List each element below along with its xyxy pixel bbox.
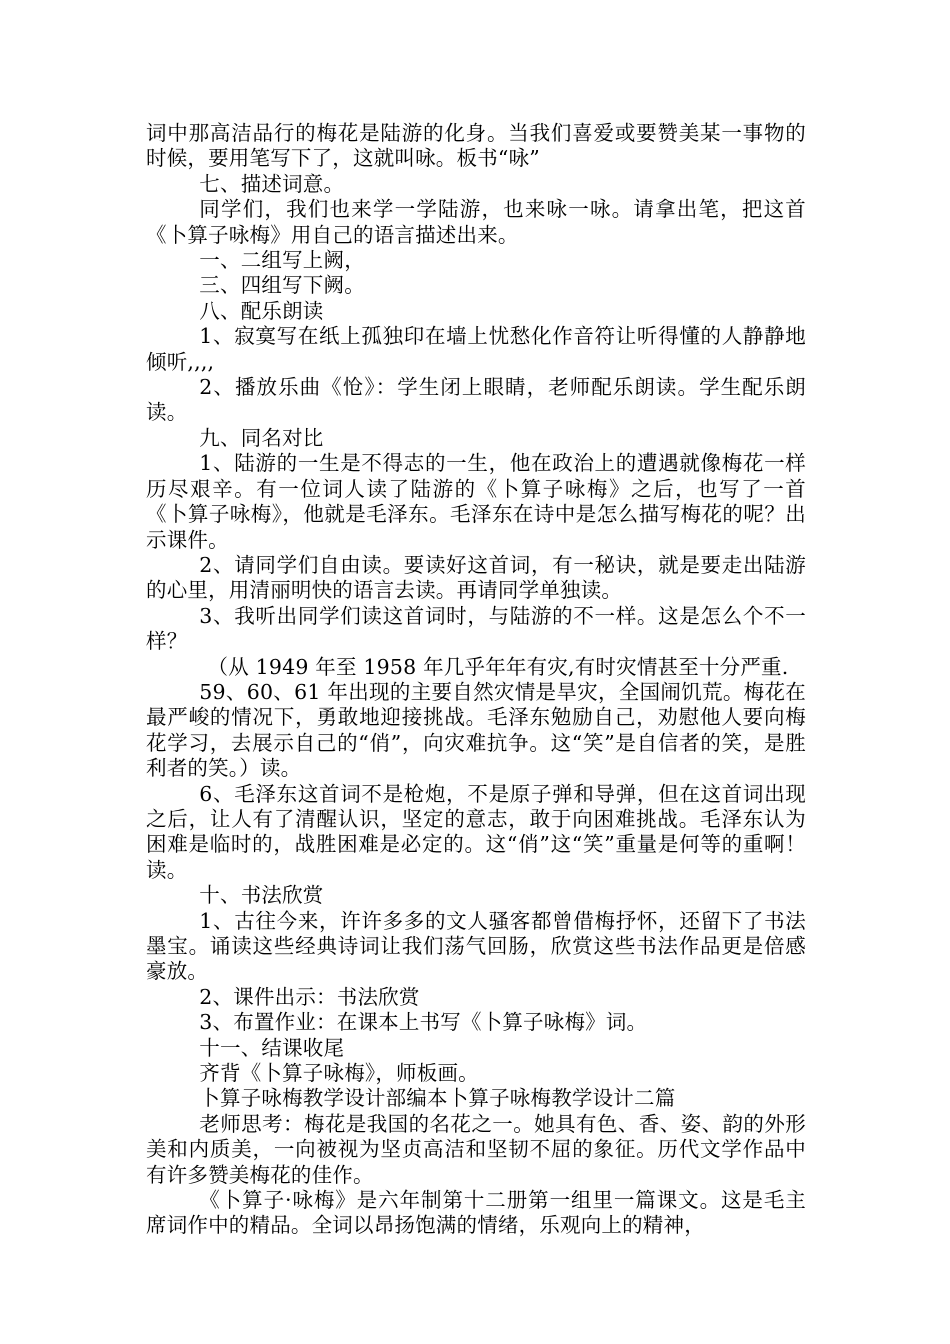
paragraph: 1、寂寞写在纸上孤独印在墙上忧愁化作音符让听得懂的人静静地倾听,,,, bbox=[146, 324, 806, 374]
paragraph: 齐背《卜算子咏梅》，师板画。 bbox=[199, 1061, 479, 1086]
paragraph: 《卜算子·咏梅》是六年制第十二册第一组里一篇课文。这是毛主席词作中的精品。全词以昂扬饱满的情绪，乐观向上的精神， bbox=[146, 1188, 806, 1238]
paragraph: 1、古往今来，许许多多的文人骚客都曾借梅抒怀，还留下了书法墨宝。诵读这些经典诗词让我们荡气回肠，欣赏这些书法作品更是倍感豪放。 bbox=[146, 908, 806, 984]
heading-same-name-comparison: 九、同名对比 bbox=[199, 425, 324, 450]
paragraph: 2、播放乐曲《怆》：学生闭上眼睛，老师配乐朗读。学生配乐朗读。 bbox=[146, 375, 806, 425]
document-page bbox=[146, 121, 806, 1239]
paragraph: 3、布置作业：在课本上书写《卜算子咏梅》词。 bbox=[199, 1010, 648, 1035]
paragraph: 59、60、61 年出现的主要自然灾情是旱灾，全国闹饥荒。梅花在最严峻的情况下，勇敢地迎接挑战。毛泽东勉励自己，劝慰他人要向梅花学习，去展示自己的“俏”，向灾难抗争。这“笑”是自信者的笑，是胜利者的笑。）读。 bbox=[146, 679, 806, 781]
paragraph-continued: 词中那高洁品行的梅花是陆游的化身。当我们喜爱或要赞美某一事物的时候，要用笔写下了，这就叫咏。板书“咏” bbox=[146, 121, 806, 171]
paragraph: 3、我听出同学们读这首词时，与陆游的不一样。这是怎么个不一样？ bbox=[146, 603, 806, 654]
paragraph: 2、课件出示：书法欣赏 bbox=[199, 984, 420, 1009]
paragraph: 三、四组写下阙。 bbox=[199, 273, 365, 298]
section-title: 卜算子咏梅教学设计部编本卜算子咏梅教学设计二篇 bbox=[199, 1086, 676, 1111]
heading-calligraphy: 十、书法欣赏 bbox=[199, 883, 324, 908]
paragraph: 同学们，我们也来学一学陆游，也来咏一咏。请拿出笔，把这首《卜算子咏梅》用自己的语言描述出来。 bbox=[146, 197, 806, 247]
heading-describe-meaning: 七、描述词意。 bbox=[199, 171, 345, 196]
paragraph: 6、毛泽东这首词不是枪炮，不是原子弹和导弹，但在这首词出现之后，让人有了清醒认识，坚定的意志，敢于向困难挑战。毛泽东认为困难是临时的，战胜困难是必定的。这“俏”这“笑”重量是何等的重啊！读。 bbox=[146, 781, 806, 882]
paragraph: 一、二组写上阙， bbox=[199, 248, 365, 273]
heading-closing: 十一、结课收尾 bbox=[199, 1035, 345, 1060]
paragraph: 老师思考：梅花是我国的名花之一。她具有色、香、姿、韵的外形美和内质美，一向被视为坚贞高洁和坚韧不屈的象征。历代文学作品中有许多赞美梅花的佳作。 bbox=[146, 1111, 806, 1187]
paragraph: （从 1949 年至 1958 年几乎年年有灾,有时灾情甚至十分严重. bbox=[207, 654, 789, 679]
paragraph: 2、请同学们自由读。要读好这首词，有一秘诀，就是要走出陆游的心里，用清丽明快的语言去读。再请同学单独读。 bbox=[146, 552, 806, 603]
paragraph: 1、陆游的一生是不得志的一生，他在政治上的遭遇就像梅花一样历尽艰辛。有一位词人读了陆游的《卜算子咏梅》之后，也写了一首《卜算子咏梅》，他就是毛泽东。毛泽东在诗中是怎么描写梅花的呢？出示课件。 bbox=[146, 451, 806, 552]
heading-music-reading: 八、配乐朗读 bbox=[199, 298, 324, 323]
